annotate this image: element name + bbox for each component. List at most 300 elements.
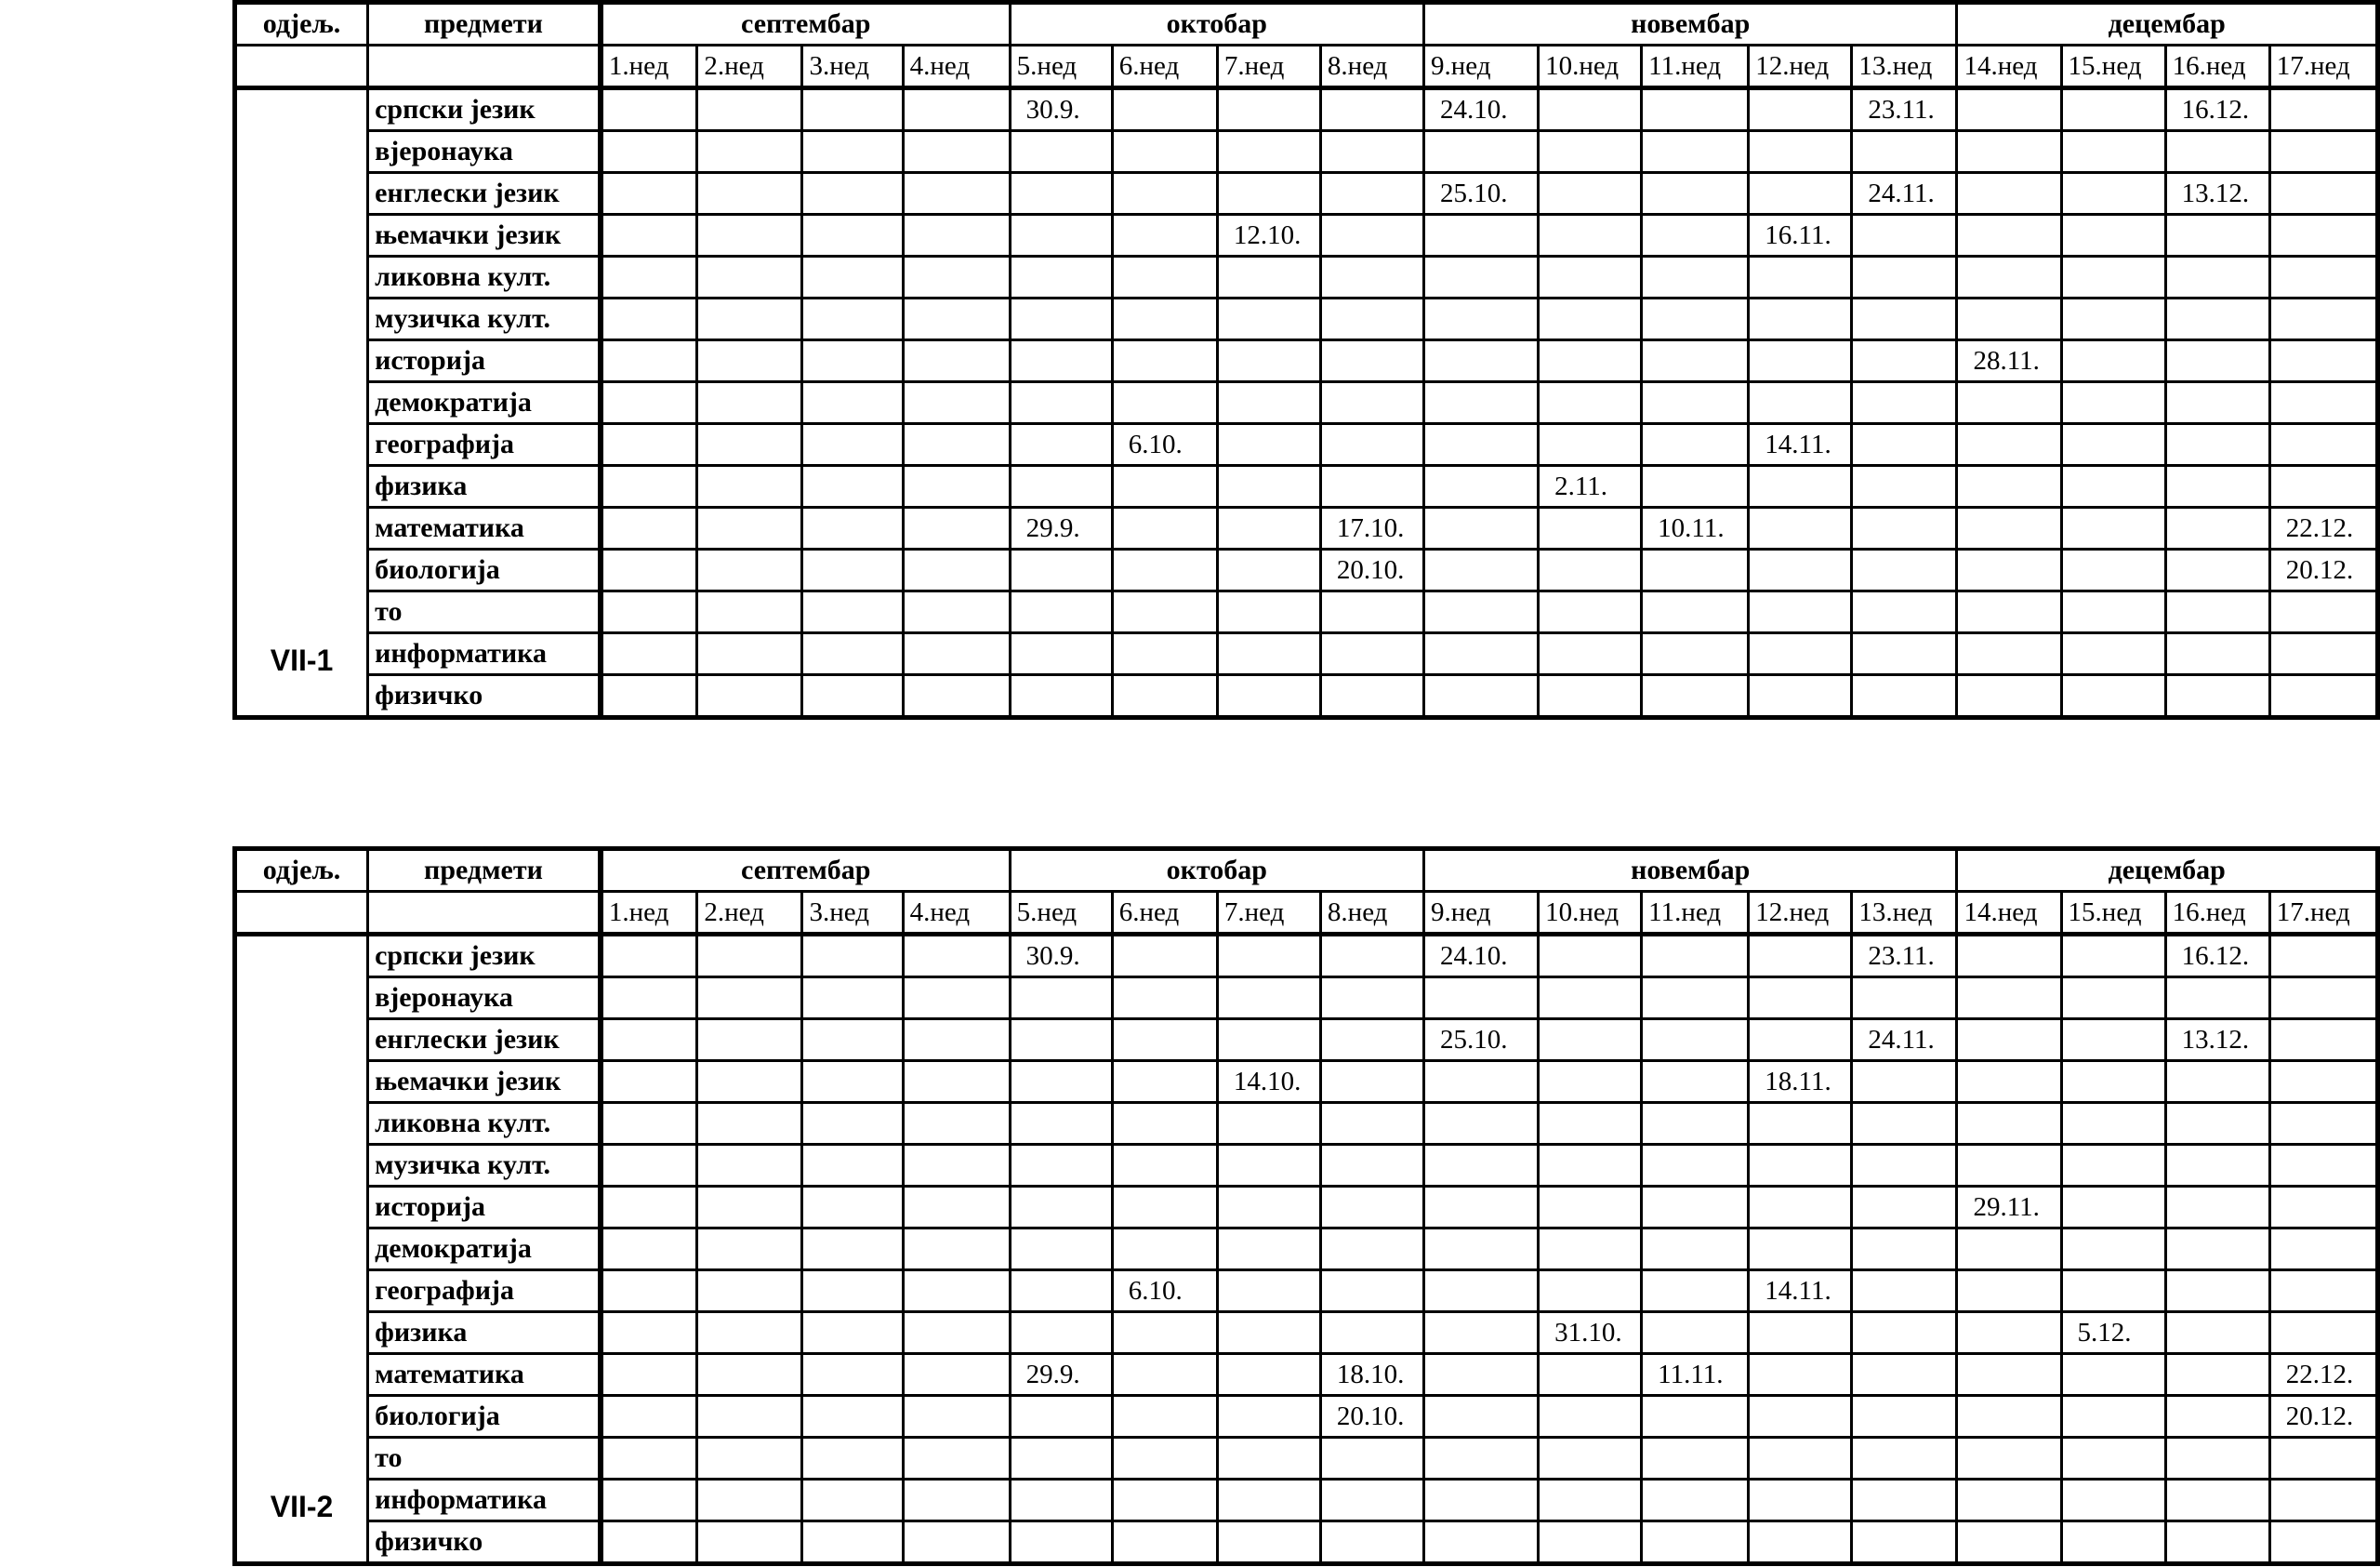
class-name: VII-2 (235, 935, 368, 1564)
exam-date-cell: 18.11. (1749, 1061, 1852, 1103)
exam-date-cell (2269, 173, 2377, 215)
exam-date-cell (1539, 299, 1642, 340)
exam-date-cell (1320, 1312, 1423, 1354)
exam-date-cell (1957, 1312, 2061, 1354)
exam-date-cell (697, 1187, 802, 1228)
subjects-column-header: предмети (368, 3, 601, 46)
exam-schedule-table (232, 846, 2380, 1566)
subject-row (235, 1312, 2378, 1354)
empty-header-cell (368, 892, 601, 935)
subject-row (235, 1103, 2378, 1145)
exam-date-cell (1320, 1061, 1423, 1103)
exam-date-cell (2165, 1145, 2269, 1187)
exam-date-cell (903, 1103, 1010, 1145)
week-header: 17.нед (2269, 892, 2377, 935)
exam-date-cell (2061, 340, 2165, 382)
exam-date-cell (2269, 131, 2377, 173)
exam-date-cell (1424, 424, 1539, 466)
exam-date-cell (697, 1480, 802, 1521)
exam-date-cell (1424, 508, 1539, 550)
exam-date-cell (1010, 340, 1112, 382)
subject-row (235, 977, 2378, 1019)
exam-date-cell (601, 1480, 697, 1521)
subject-name: математика (368, 508, 601, 550)
exam-date-cell (1852, 633, 1957, 675)
exam-date-cell: 25.10. (1424, 173, 1539, 215)
exam-date-cell (2269, 633, 2377, 675)
week-header: 9.нед (1424, 46, 1539, 88)
exam-date-cell (1424, 1103, 1539, 1145)
exam-date-cell (1539, 1103, 1642, 1145)
exam-date-cell (1852, 382, 1957, 424)
week-header: 13.нед (1852, 892, 1957, 935)
exam-date-cell (2165, 1061, 2269, 1103)
exam-date-cell (903, 88, 1010, 131)
exam-date-cell (1852, 215, 1957, 257)
subject-name: демократија (368, 1228, 601, 1270)
exam-date-cell (2061, 299, 2165, 340)
exam-date-cell (1852, 1354, 1957, 1396)
exam-date-cell (1217, 299, 1320, 340)
exam-date-cell (601, 1270, 697, 1312)
exam-date-cell (2165, 591, 2269, 633)
month-header: октобар (1010, 849, 1423, 892)
exam-date-cell (2269, 1187, 2377, 1228)
week-header: 14.нед (1957, 46, 2061, 88)
exam-date-cell (1010, 1228, 1112, 1270)
subject-row (235, 257, 2378, 299)
exam-date-cell (1320, 675, 1423, 718)
exam-date-cell (1320, 88, 1423, 131)
exam-date-cell (2061, 215, 2165, 257)
subject-name: демократија (368, 382, 601, 424)
exam-date-cell (903, 977, 1010, 1019)
exam-date-cell (1424, 1354, 1539, 1396)
exam-date-cell (802, 1480, 903, 1521)
exam-date-cell (1112, 466, 1217, 508)
exam-date-cell (802, 340, 903, 382)
exam-date-cell (601, 299, 697, 340)
week-header: 5.нед (1010, 892, 1112, 935)
exam-date-cell: 24.11. (1852, 173, 1957, 215)
exam-date-cell (2061, 257, 2165, 299)
exam-date-cell (1642, 1521, 1749, 1564)
exam-date-cell (1957, 633, 2061, 675)
exam-date-cell (1957, 88, 2061, 131)
exam-date-cell: 24.11. (1852, 1019, 1957, 1061)
week-header: 12.нед (1749, 892, 1852, 935)
exam-date-cell (2269, 1438, 2377, 1480)
exam-date-cell: 16.12. (2165, 935, 2269, 977)
exam-date-cell (2061, 675, 2165, 718)
exam-date-cell (1010, 257, 1112, 299)
exam-date-cell (1957, 1103, 2061, 1145)
exam-date-cell (2165, 1396, 2269, 1438)
subject-name: географија (368, 1270, 601, 1312)
exam-date-cell (1112, 1187, 1217, 1228)
exam-date-cell: 30.9. (1010, 88, 1112, 131)
exam-date-cell (1642, 466, 1749, 508)
exam-date-cell (1320, 131, 1423, 173)
exam-date-cell (601, 591, 697, 633)
exam-date-cell (1217, 131, 1320, 173)
exam-date-cell (1010, 1145, 1112, 1187)
empty-header-cell (235, 46, 368, 88)
exam-date-cell (697, 1396, 802, 1438)
exam-date-cell (1320, 1145, 1423, 1187)
week-header: 1.нед (601, 46, 697, 88)
exam-date-cell (1424, 1480, 1539, 1521)
subject-name: физичко (368, 1521, 601, 1564)
exam-date-cell (1217, 340, 1320, 382)
exam-date-cell (802, 173, 903, 215)
exam-date-cell (1852, 1438, 1957, 1480)
exam-date-cell (697, 633, 802, 675)
exam-date-cell (802, 508, 903, 550)
exam-date-cell (2165, 1228, 2269, 1270)
exam-date-cell: 16.11. (1749, 215, 1852, 257)
exam-date-cell (1539, 977, 1642, 1019)
exam-date-cell (1852, 424, 1957, 466)
exam-date-cell: 20.10. (1320, 1396, 1423, 1438)
exam-date-cell (2061, 88, 2165, 131)
exam-date-cell (1424, 977, 1539, 1019)
exam-date-cell (1217, 675, 1320, 718)
exam-date-cell (2269, 299, 2377, 340)
exam-date-cell (2269, 1228, 2377, 1270)
exam-date-cell (1539, 935, 1642, 977)
exam-date-cell (903, 935, 1010, 977)
exam-date-cell (1852, 675, 1957, 718)
exam-date-cell: 22.12. (2269, 1354, 2377, 1396)
exam-date-cell (802, 1228, 903, 1270)
exam-date-cell (697, 424, 802, 466)
exam-date-cell (1010, 1187, 1112, 1228)
month-header: децембар (1957, 849, 2378, 892)
header-row-months (235, 849, 2378, 892)
exam-date-cell (2061, 508, 2165, 550)
exam-date-cell (697, 675, 802, 718)
exam-date-cell (1642, 1019, 1749, 1061)
exam-date-cell (1539, 257, 1642, 299)
exam-date-cell (1852, 1187, 1957, 1228)
exam-date-cell (1424, 1270, 1539, 1312)
week-header: 8.нед (1320, 46, 1423, 88)
exam-date-cell (1852, 1061, 1957, 1103)
exam-date-cell (1112, 173, 1217, 215)
exam-date-cell (1749, 1228, 1852, 1270)
exam-date-cell (1217, 1354, 1320, 1396)
exam-date-cell (1217, 88, 1320, 131)
exam-date-cell (2165, 633, 2269, 675)
exam-date-cell (1642, 1103, 1749, 1145)
subject-row (235, 382, 2378, 424)
exam-date-cell (1217, 1396, 1320, 1438)
exam-date-cell (2061, 1019, 2165, 1061)
exam-date-cell (1749, 977, 1852, 1019)
exam-date-cell (601, 675, 697, 718)
exam-date-cell (1539, 1270, 1642, 1312)
exam-date-cell (802, 977, 903, 1019)
exam-date-cell (1112, 1438, 1217, 1480)
exam-date-cell (1424, 675, 1539, 718)
exam-date-cell: 13.12. (2165, 173, 2269, 215)
exam-date-cell (1642, 1145, 1749, 1187)
exam-date-cell (1424, 257, 1539, 299)
exam-date-cell (903, 1145, 1010, 1187)
exam-date-cell (1217, 173, 1320, 215)
exam-date-cell (2269, 382, 2377, 424)
subject-row (235, 550, 2378, 591)
exam-date-cell (1539, 550, 1642, 591)
exam-date-cell (1642, 1061, 1749, 1103)
exam-date-cell (1642, 340, 1749, 382)
exam-date-cell (1112, 1396, 1217, 1438)
exam-date-cell (1112, 675, 1217, 718)
exam-date-cell (1217, 1438, 1320, 1480)
exam-date-cell (1320, 299, 1423, 340)
exam-date-cell (1112, 1480, 1217, 1521)
subject-row (235, 591, 2378, 633)
subject-name: физичко (368, 675, 601, 718)
header-row-months (235, 3, 2378, 46)
exam-date-cell (1852, 466, 1957, 508)
exam-date-cell (1320, 173, 1423, 215)
exam-date-cell: 22.12. (2269, 508, 2377, 550)
week-header: 16.нед (2165, 892, 2269, 935)
exam-date-cell (697, 977, 802, 1019)
exam-date-cell (2269, 88, 2377, 131)
exam-date-cell (601, 131, 697, 173)
exam-date-cell (1749, 340, 1852, 382)
exam-date-cell (1112, 633, 1217, 675)
exam-date-cell (1217, 1480, 1320, 1521)
exam-date-cell (1539, 173, 1642, 215)
exam-date-cell (2165, 340, 2269, 382)
exam-date-cell: 5.12. (2061, 1312, 2165, 1354)
exam-date-cell (2269, 935, 2377, 977)
exam-date-cell (1424, 340, 1539, 382)
exam-date-cell (1112, 257, 1217, 299)
subject-row (235, 88, 2378, 131)
exam-date-cell (1957, 215, 2061, 257)
exam-date-cell (1539, 508, 1642, 550)
exam-date-cell (1217, 1270, 1320, 1312)
exam-date-cell (1852, 1312, 1957, 1354)
exam-date-cell (2061, 550, 2165, 591)
week-header: 1.нед (601, 892, 697, 935)
exam-date-cell (1112, 299, 1217, 340)
subject-row (235, 340, 2378, 382)
month-header: октобар (1010, 3, 1423, 46)
exam-date-cell (903, 1521, 1010, 1564)
exam-date-cell: 2.11. (1539, 466, 1642, 508)
exam-date-cell (1112, 1103, 1217, 1145)
subject-name: ликовна култ. (368, 1103, 601, 1145)
exam-date-cell (1749, 591, 1852, 633)
exam-date-cell (1010, 1480, 1112, 1521)
exam-date-cell (1749, 1019, 1852, 1061)
exam-date-cell (903, 1187, 1010, 1228)
exam-date-cell: 23.11. (1852, 88, 1957, 131)
exam-date-cell (697, 1061, 802, 1103)
exam-date-cell (1539, 1228, 1642, 1270)
exam-date-cell (697, 1270, 802, 1312)
exam-date-cell (1852, 1396, 1957, 1438)
exam-date-cell (1320, 340, 1423, 382)
exam-date-cell (1642, 550, 1749, 591)
exam-date-cell (1749, 299, 1852, 340)
exam-date-cell (2061, 1438, 2165, 1480)
exam-date-cell (1539, 215, 1642, 257)
exam-date-cell (1539, 1396, 1642, 1438)
exam-date-cell (802, 1187, 903, 1228)
exam-date-cell (697, 591, 802, 633)
subject-name: то (368, 591, 601, 633)
exam-date-cell (1642, 935, 1749, 977)
subject-row (235, 1480, 2378, 1521)
exam-date-cell (1957, 382, 2061, 424)
exam-date-cell (903, 1228, 1010, 1270)
exam-date-cell (802, 382, 903, 424)
exam-date-cell (1010, 1103, 1112, 1145)
exam-date-cell: 16.12. (2165, 88, 2269, 131)
exam-date-cell (1217, 935, 1320, 977)
exam-date-cell (1852, 257, 1957, 299)
week-header: 15.нед (2061, 46, 2165, 88)
subject-row (235, 424, 2378, 466)
exam-date-cell (1010, 550, 1112, 591)
header-row-weeks (235, 892, 2378, 935)
exam-date-cell (2165, 1354, 2269, 1396)
exam-date-cell (1424, 1145, 1539, 1187)
exam-date-cell (697, 382, 802, 424)
exam-date-cell: 13.12. (2165, 1019, 2269, 1061)
exam-date-cell (802, 1396, 903, 1438)
exam-date-cell (697, 935, 802, 977)
exam-date-cell (601, 1312, 697, 1354)
exam-date-cell (601, 1521, 697, 1564)
exam-date-cell (601, 1438, 697, 1480)
exam-date-cell (601, 1228, 697, 1270)
exam-date-cell (1852, 340, 1957, 382)
exam-date-cell (1010, 215, 1112, 257)
exam-date-cell (1642, 1312, 1749, 1354)
exam-date-cell (1217, 1228, 1320, 1270)
exam-date-cell (601, 215, 697, 257)
exam-date-cell (1749, 466, 1852, 508)
exam-date-cell (1852, 550, 1957, 591)
exam-date-cell (802, 299, 903, 340)
week-header: 16.нед (2165, 46, 2269, 88)
exam-date-cell (697, 508, 802, 550)
subject-row (235, 215, 2378, 257)
exam-date-cell (601, 633, 697, 675)
class-name: VII-1 (235, 88, 368, 718)
exam-date-cell (1852, 1270, 1957, 1312)
exam-date-cell (697, 215, 802, 257)
subject-name: биологија (368, 550, 601, 591)
exam-date-cell (802, 131, 903, 173)
exam-date-cell (1010, 424, 1112, 466)
month-header: новембар (1424, 849, 1957, 892)
subject-name: музичка култ. (368, 299, 601, 340)
exam-date-cell (903, 508, 1010, 550)
exam-date-cell (1642, 424, 1749, 466)
exam-date-cell (1320, 591, 1423, 633)
exam-date-cell (2165, 977, 2269, 1019)
exam-date-cell (1642, 675, 1749, 718)
exam-date-cell (601, 977, 697, 1019)
subject-row (235, 1061, 2378, 1103)
subject-name: њемачки језик (368, 1061, 601, 1103)
exam-date-cell (1320, 1103, 1423, 1145)
exam-date-cell (1010, 675, 1112, 718)
exam-date-cell (2269, 424, 2377, 466)
exam-date-cell (2165, 1187, 2269, 1228)
exam-date-cell (697, 1521, 802, 1564)
exam-date-cell: 20.12. (2269, 550, 2377, 591)
exam-date-cell (1424, 466, 1539, 508)
exam-date-cell (1749, 935, 1852, 977)
exam-date-cell (1642, 299, 1749, 340)
exam-date-cell (1424, 215, 1539, 257)
exam-date-cell (2269, 215, 2377, 257)
exam-date-cell (1217, 382, 1320, 424)
exam-date-cell: 29.9. (1010, 508, 1112, 550)
subject-name: историја (368, 340, 601, 382)
exam-date-cell (1539, 1145, 1642, 1187)
exam-date-cell (1642, 591, 1749, 633)
exam-date-cell: 6.10. (1112, 1270, 1217, 1312)
exam-date-cell: 24.10. (1424, 88, 1539, 131)
exam-date-cell (601, 88, 697, 131)
exam-date-cell (1112, 977, 1217, 1019)
exam-date-cell (1320, 1270, 1423, 1312)
exam-date-cell (1539, 1019, 1642, 1061)
exam-date-cell (601, 340, 697, 382)
exam-date-cell (1010, 1396, 1112, 1438)
subject-name: математика (368, 1354, 601, 1396)
subject-name: ликовна култ. (368, 257, 601, 299)
exam-date-cell (1320, 466, 1423, 508)
exam-date-cell (903, 173, 1010, 215)
exam-date-cell (1642, 382, 1749, 424)
subject-row (235, 508, 2378, 550)
exam-date-cell (697, 1228, 802, 1270)
exam-date-cell (1010, 1438, 1112, 1480)
exam-date-cell (1424, 591, 1539, 633)
exam-date-cell (802, 466, 903, 508)
exam-date-cell (2061, 1145, 2165, 1187)
exam-date-cell (1217, 424, 1320, 466)
exam-date-cell (2165, 1480, 2269, 1521)
exam-date-cell (1112, 508, 1217, 550)
subject-row (235, 466, 2378, 508)
exam-date-cell (1112, 550, 1217, 591)
exam-date-cell (1424, 1187, 1539, 1228)
exam-date-cell (1749, 1145, 1852, 1187)
exam-date-cell (903, 257, 1010, 299)
exam-date-cell (2061, 424, 2165, 466)
exam-date-cell (1112, 1312, 1217, 1354)
exam-date-cell (1957, 466, 2061, 508)
exam-date-cell (1642, 1187, 1749, 1228)
exam-date-cell (2269, 1019, 2377, 1061)
exam-date-cell (1010, 1312, 1112, 1354)
exam-date-cell (1749, 1103, 1852, 1145)
exam-date-cell (1957, 675, 2061, 718)
